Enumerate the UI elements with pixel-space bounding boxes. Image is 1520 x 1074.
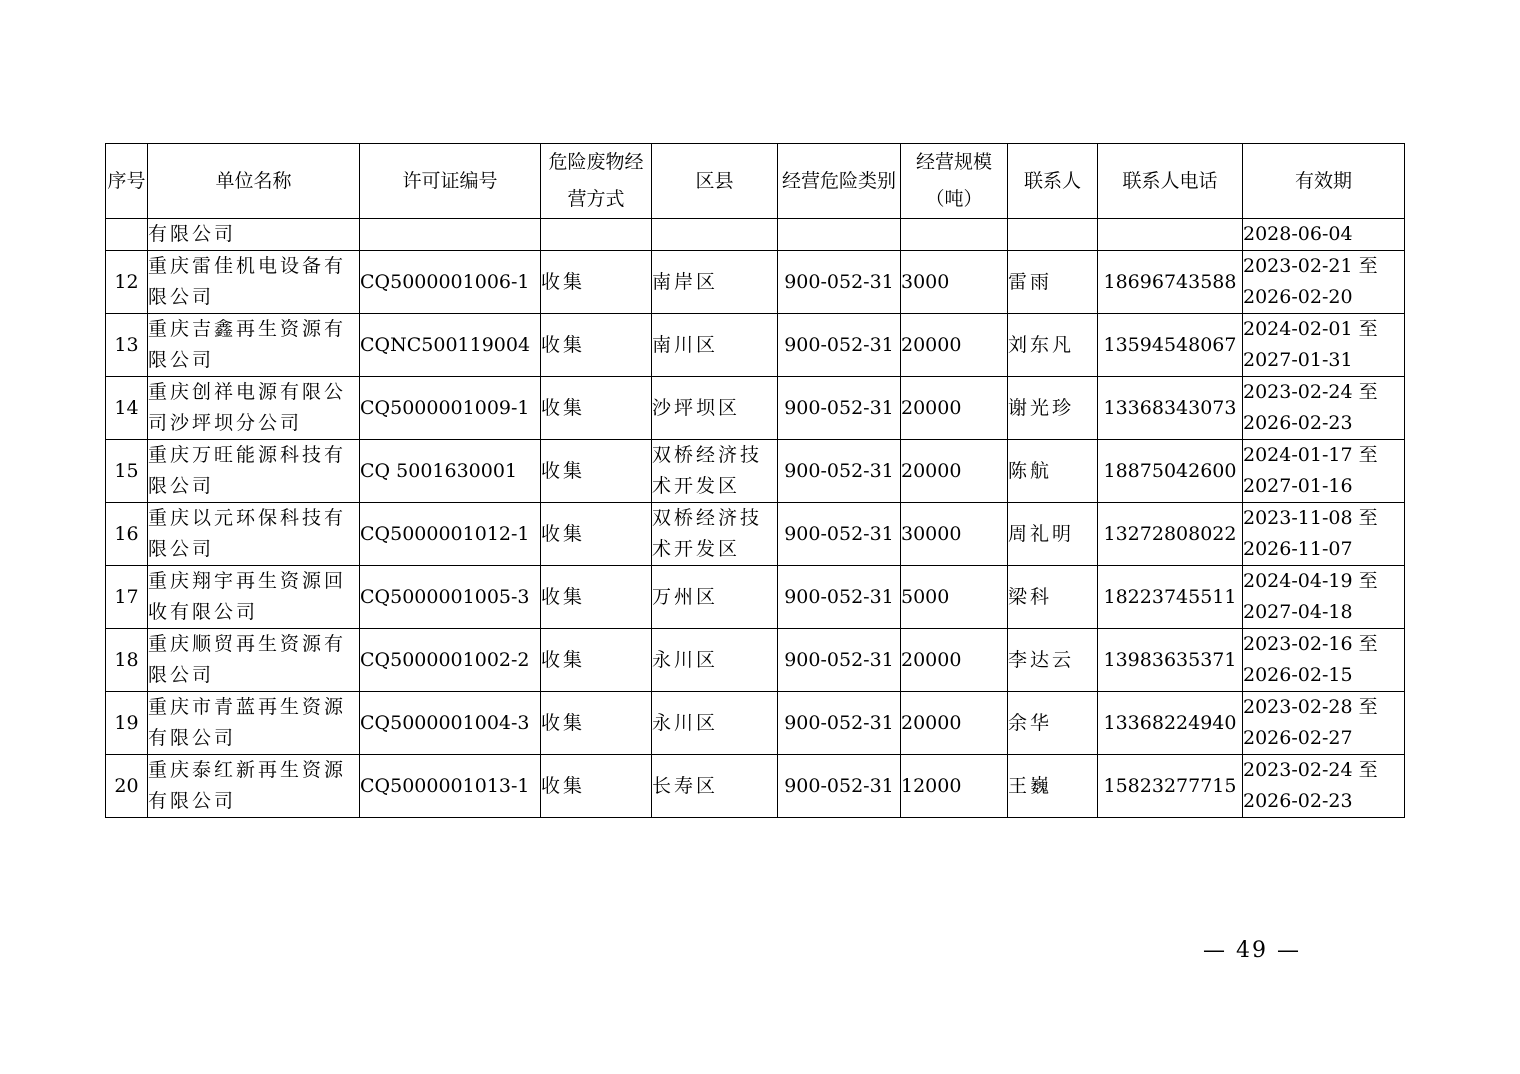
cell-validity <box>1243 440 1405 503</box>
cell-phone: 18875042600 <box>1098 440 1243 503</box>
cell-contact: 王巍 <box>1008 755 1098 818</box>
cell-district: 永川区 <box>652 692 778 755</box>
cell-district: 长寿区 <box>652 755 778 818</box>
continuation-row <box>106 219 1405 251</box>
cell-validity: 2028-06-04 <box>1243 219 1405 251</box>
cell-license: CQNC500119004 <box>360 314 541 377</box>
cell-mode: 收集 <box>541 692 652 755</box>
cell-phone: 18696743588 <box>1098 251 1243 314</box>
cell-scale: 20000 <box>901 440 1008 503</box>
cell-contact: 梁科 <box>1008 566 1098 629</box>
cell-company: 重庆吉鑫再生资源有限公司 <box>148 314 360 377</box>
validity-to: 2027-01-16 <box>1243 475 1353 497</box>
validity-from: 2024-02-01 至 <box>1243 318 1378 340</box>
cell-contact: 李达云 <box>1008 629 1098 692</box>
cell-company: 重庆以元环保科技有限公司 <box>148 503 360 566</box>
cell-seq: 13 <box>106 314 148 377</box>
cell-phone: 18223745511 <box>1098 566 1243 629</box>
cell-district: 沙坪坝区 <box>652 377 778 440</box>
cell-seq: 12 <box>106 251 148 314</box>
validity-to: 2026-02-23 <box>1243 412 1353 434</box>
cell-phone: 13368224940 <box>1098 692 1243 755</box>
cell-license: CQ5000001012-1 <box>360 503 541 566</box>
validity-to: 2027-04-18 <box>1243 601 1353 623</box>
cell-contact: 周礼明 <box>1008 503 1098 566</box>
cell-district <box>652 219 778 251</box>
validity-to: 2026-11-07 <box>1243 538 1353 560</box>
table-row <box>106 692 1405 755</box>
cell-seq: 15 <box>106 440 148 503</box>
cell-category: 900-052-31 <box>778 377 901 440</box>
cell-validity <box>1243 692 1405 755</box>
cell-phone <box>1098 219 1243 251</box>
header-seq: 序号 <box>106 144 148 219</box>
cell-seq: 14 <box>106 377 148 440</box>
cell-phone: 13368343073 <box>1098 377 1243 440</box>
table-row <box>106 377 1405 440</box>
cell-mode: 收集 <box>541 440 652 503</box>
header-category: 经营危险类别 <box>778 144 901 219</box>
validity-from: 2023-11-08 至 <box>1243 507 1378 529</box>
cell-contact: 余华 <box>1008 692 1098 755</box>
cell-seq: 19 <box>106 692 148 755</box>
validity-from: 2023-02-28 至 <box>1243 696 1378 718</box>
cell-validity <box>1243 377 1405 440</box>
cell-scale: 20000 <box>901 692 1008 755</box>
cell-license: CQ5000001013-1 <box>360 755 541 818</box>
cell-mode: 收集 <box>541 566 652 629</box>
cell-district: 双桥经济技术开发区 <box>652 440 778 503</box>
cell-scale: 20000 <box>901 377 1008 440</box>
cell-company: 重庆翔宇再生资源回收有限公司 <box>148 566 360 629</box>
cell-validity <box>1243 314 1405 377</box>
validity-to: 2026-02-23 <box>1243 790 1353 812</box>
cell-mode: 收集 <box>541 251 652 314</box>
table-row <box>106 503 1405 566</box>
cell-category: 900-052-31 <box>778 503 901 566</box>
page-number: — 49 — <box>1203 938 1301 963</box>
header-phone: 联系人电话 <box>1098 144 1243 219</box>
cell-license: CQ5000001005-3 <box>360 566 541 629</box>
cell-district: 南岸区 <box>652 251 778 314</box>
cell-company: 重庆雷佳机电设备有限公司 <box>148 251 360 314</box>
cell-validity <box>1243 755 1405 818</box>
cell-category: 900-052-31 <box>778 755 901 818</box>
cell-company: 重庆顺贸再生资源有限公司 <box>148 629 360 692</box>
cell-license: CQ5000001009-1 <box>360 377 541 440</box>
cell-category: 900-052-31 <box>778 251 901 314</box>
cell-seq <box>106 219 148 251</box>
cell-district: 双桥经济技术开发区 <box>652 503 778 566</box>
cell-district: 万州区 <box>652 566 778 629</box>
header-license: 许可证编号 <box>360 144 541 219</box>
cell-company: 有限公司 <box>148 219 360 251</box>
validity-from: 2023-02-24 至 <box>1243 381 1378 403</box>
cell-phone: 13983635371 <box>1098 629 1243 692</box>
cell-contact <box>1008 219 1098 251</box>
cell-company: 重庆市青蓝再生资源有限公司 <box>148 692 360 755</box>
table-row <box>106 251 1405 314</box>
cell-mode: 收集 <box>541 755 652 818</box>
cell-license <box>360 219 541 251</box>
validity-to: 2026-02-15 <box>1243 664 1353 686</box>
table-row <box>106 314 1405 377</box>
cell-company: 重庆万旺能源科技有限公司 <box>148 440 360 503</box>
validity-to: 2026-02-20 <box>1243 286 1353 308</box>
header-contact: 联系人 <box>1008 144 1098 219</box>
cell-category: 900-052-31 <box>778 440 901 503</box>
cell-mode: 收集 <box>541 629 652 692</box>
cell-validity <box>1243 566 1405 629</box>
cell-validity <box>1243 251 1405 314</box>
cell-phone: 15823277715 <box>1098 755 1243 818</box>
table-header-row <box>106 144 1405 219</box>
license-table <box>105 143 1405 818</box>
cell-license: CQ 5001630001 <box>360 440 541 503</box>
cell-company: 重庆创祥电源有限公司沙坪坝分公司 <box>148 377 360 440</box>
table-row <box>106 566 1405 629</box>
header-company: 单位名称 <box>148 144 360 219</box>
cell-district: 南川区 <box>652 314 778 377</box>
cell-category: 900-052-31 <box>778 629 901 692</box>
cell-category: 900-052-31 <box>778 314 901 377</box>
cell-scale <box>901 219 1008 251</box>
cell-seq: 18 <box>106 629 148 692</box>
validity-to: 2026-02-27 <box>1243 727 1353 749</box>
header-district: 区县 <box>652 144 778 219</box>
cell-seq: 17 <box>106 566 148 629</box>
cell-scale: 20000 <box>901 629 1008 692</box>
cell-contact: 雷雨 <box>1008 251 1098 314</box>
validity-from: 2023-02-16 至 <box>1243 633 1378 655</box>
validity-to: 2027-01-31 <box>1243 349 1353 371</box>
cell-validity <box>1243 629 1405 692</box>
cell-scale: 5000 <box>901 566 1008 629</box>
cell-mode: 收集 <box>541 503 652 566</box>
cell-scale: 20000 <box>901 314 1008 377</box>
cell-contact: 陈航 <box>1008 440 1098 503</box>
cell-category: 900-052-31 <box>778 566 901 629</box>
cell-scale: 3000 <box>901 251 1008 314</box>
validity-from: 2024-04-19 至 <box>1243 570 1378 592</box>
table-row <box>106 755 1405 818</box>
validity-from: 2023-02-21 至 <box>1243 255 1378 277</box>
table-row <box>106 440 1405 503</box>
cell-category <box>778 219 901 251</box>
cell-category: 900-052-31 <box>778 692 901 755</box>
header-mode: 危险废物经营方式 <box>541 144 652 219</box>
cell-seq: 20 <box>106 755 148 818</box>
cell-phone: 13272808022 <box>1098 503 1243 566</box>
validity-from: 2024-01-17 至 <box>1243 444 1378 466</box>
cell-contact: 刘东凡 <box>1008 314 1098 377</box>
validity-from: 2023-02-24 至 <box>1243 759 1378 781</box>
cell-seq: 16 <box>106 503 148 566</box>
cell-district: 永川区 <box>652 629 778 692</box>
cell-contact: 谢光珍 <box>1008 377 1098 440</box>
cell-mode <box>541 219 652 251</box>
cell-mode: 收集 <box>541 314 652 377</box>
cell-validity <box>1243 503 1405 566</box>
cell-phone: 13594548067 <box>1098 314 1243 377</box>
header-validity: 有效期 <box>1243 144 1405 219</box>
cell-scale: 12000 <box>901 755 1008 818</box>
cell-scale: 30000 <box>901 503 1008 566</box>
header-scale: 经营规模（吨） <box>901 144 1008 219</box>
cell-company: 重庆泰红新再生资源有限公司 <box>148 755 360 818</box>
cell-license: CQ5000001006-1 <box>360 251 541 314</box>
cell-mode: 收集 <box>541 377 652 440</box>
table-row <box>106 629 1405 692</box>
cell-license: CQ5000001004-3 <box>360 692 541 755</box>
cell-license: CQ5000001002-2 <box>360 629 541 692</box>
